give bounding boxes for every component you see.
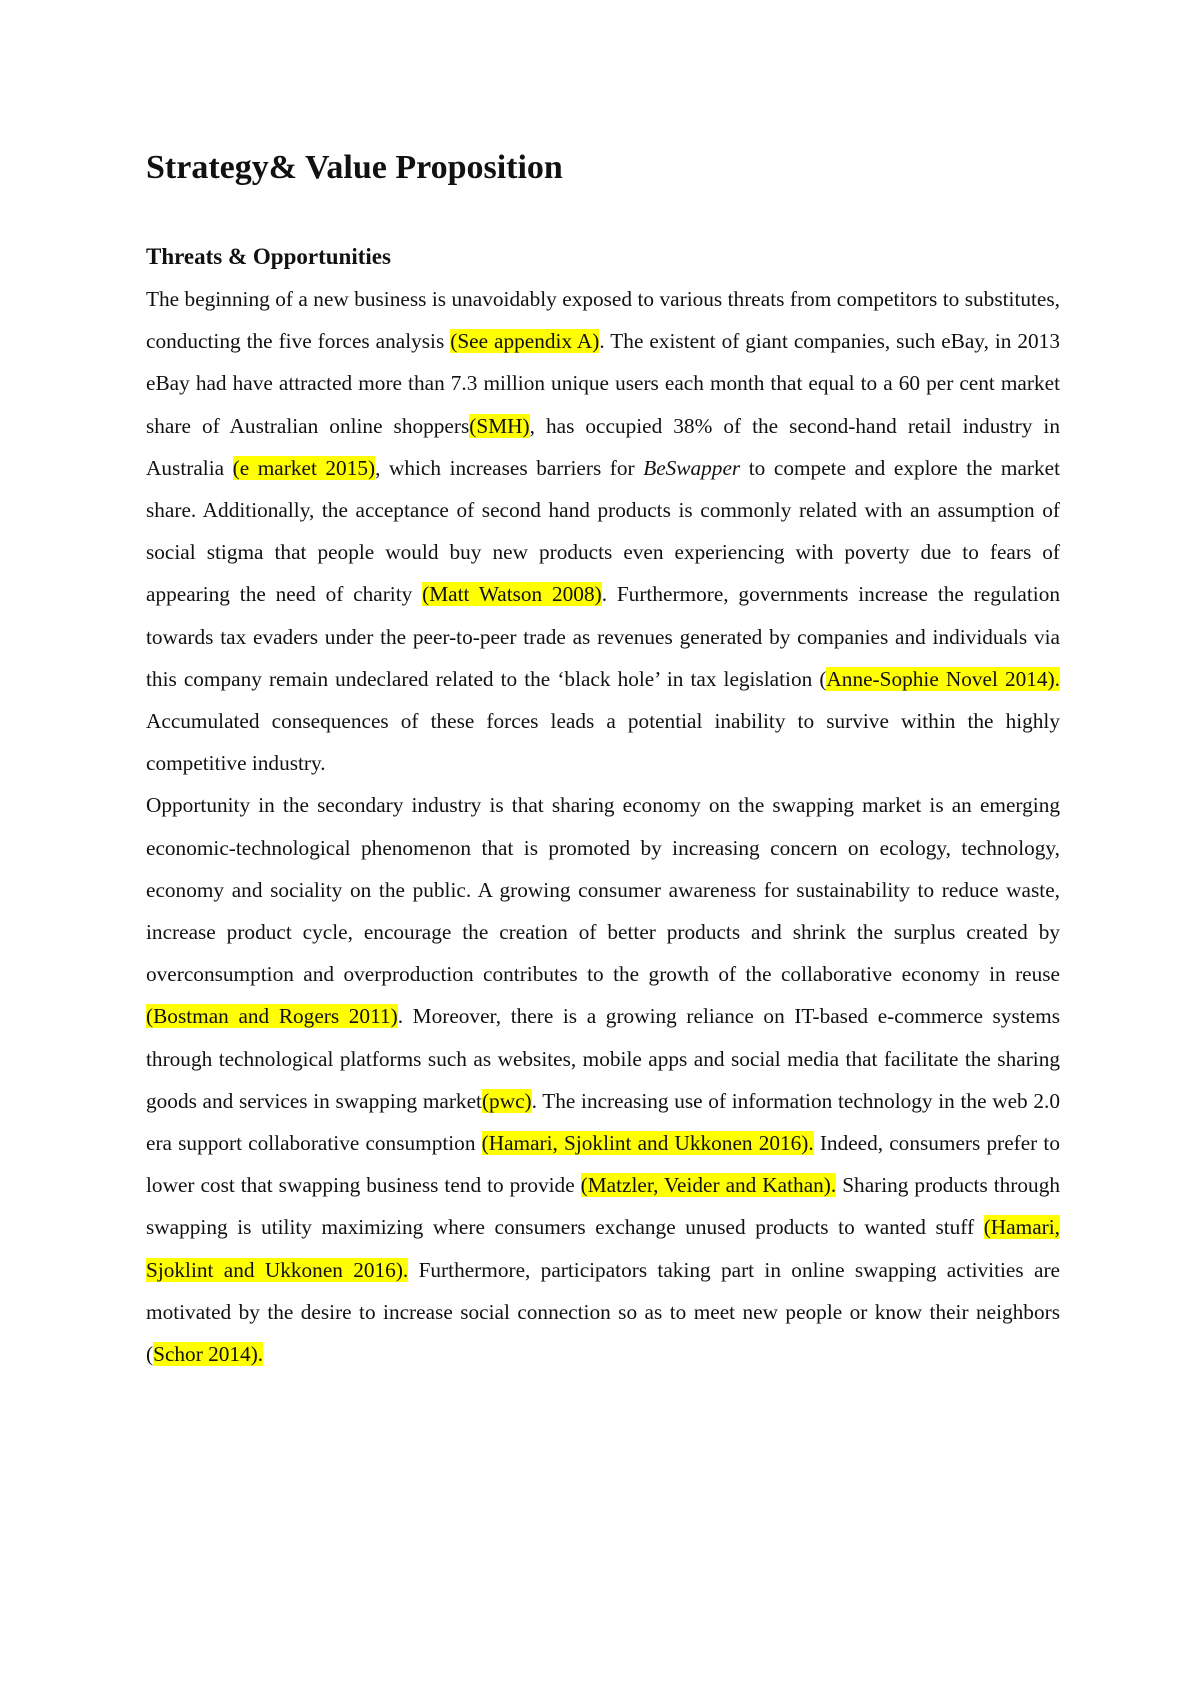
paragraph-text: Indeed, consumers prefer to lower cost that swapping business tend to provide	[146, 1131, 1060, 1198]
paragraph-text: Opportunity in the secondary industry is that sharing economy on the swapping market is an emerging economic-technological phenomenon that is promoted by increasing concern on ecology, technology, economy and sociality on the public. A growing consumer awareness for sustainability to reduce waste, increase product cycle, encourage the creation of better products and shrink the surplus created by overconsumption and overproduction contributes to the growth of the collaborative economy in reuse	[146, 793, 1060, 987]
section-heading: Threats & Opportunities	[146, 244, 391, 269]
citation-highlight: (Matt Watson 2008)	[422, 582, 602, 607]
paragraph-text: Sharing products through swapping is utility maximizing where consumers exchange unused products to wanted stuff	[146, 1173, 1060, 1240]
company-name-italic: BeSwapper	[643, 455, 741, 480]
citation-highlight: (SMH)	[469, 413, 530, 438]
paragraph-text: . The increasing use of information technology in the web 2.0 era support collaborative consumption	[146, 1088, 1060, 1156]
citation-highlight: (Bostman and Rogers 2011)	[146, 1004, 398, 1029]
page-title: Strategy& Value Proposition	[146, 149, 563, 186]
citation-highlight: (e market 2015)	[232, 455, 376, 480]
citation-highlight: (Hamari, Sjoklint and Ukkonen 2016).	[481, 1131, 814, 1156]
paragraph-text: Accumulated consequences of these forces leads a potential inability to survive within the highly competitive industry.	[146, 709, 1060, 776]
paragraph-text: . Moreover, there is a growing reliance on IT-based e-commerce systems through technological platforms such as websites, mobile apps and social media that facilitate the sharing goods and services in swapping market	[146, 1004, 1060, 1113]
paragraph-text: to compete and explore the market share. Additionally, the acceptance of second hand products is commonly related with an assumption of social stigma that people would buy new products even experiencing with poverty due to fears of appearing the need of charity	[146, 455, 1061, 607]
paragraph-text: Furthermore, participators taking part in online swapping activities are motivated by the desire to increase social connection so as to meet new people or know their neighbors (	[146, 1257, 1060, 1367]
citation-highlight: Schor 2014).	[153, 1342, 264, 1367]
paragraph-text: . The existent of giant companies, such eBay, in 2013 eBay had have attracted more than 7.3 million unique users each month that equal to a 60 per cent market share of Australian online shoppers	[146, 329, 1060, 438]
document-body	[146, 138, 1060, 1375]
citation-highlight: (Matzler, Veider and Kathan).	[580, 1173, 837, 1198]
citation-highlight: (pwc)	[481, 1088, 532, 1113]
paragraph-opportunities	[146, 784, 1060, 1375]
paragraph-text: The beginning of a new business is unavoidably exposed to various threats from competitors to substitutes, conducting the five forces analysis	[146, 287, 1060, 354]
paragraph-text: , which increases barriers for	[375, 455, 644, 480]
citation-highlight: (Hamari, Sjoklint and Ukkonen 2016).	[146, 1215, 1060, 1282]
paragraph-text: . Furthermore, governments increase the regulation towards tax evaders under the peer-to-peer trade as revenues generated by companies and individuals via this company remain undeclared related to the ‘black hole’ in tax legislation (	[146, 582, 1060, 691]
citation-highlight: Anne-Sophie Novel 2014).	[826, 666, 1060, 691]
citation-highlight: (See appendix A)	[450, 329, 600, 354]
paragraph-threats	[146, 278, 1060, 784]
paragraph-text: , has occupied 38% of the second-hand retail industry in Australia	[146, 413, 1060, 480]
